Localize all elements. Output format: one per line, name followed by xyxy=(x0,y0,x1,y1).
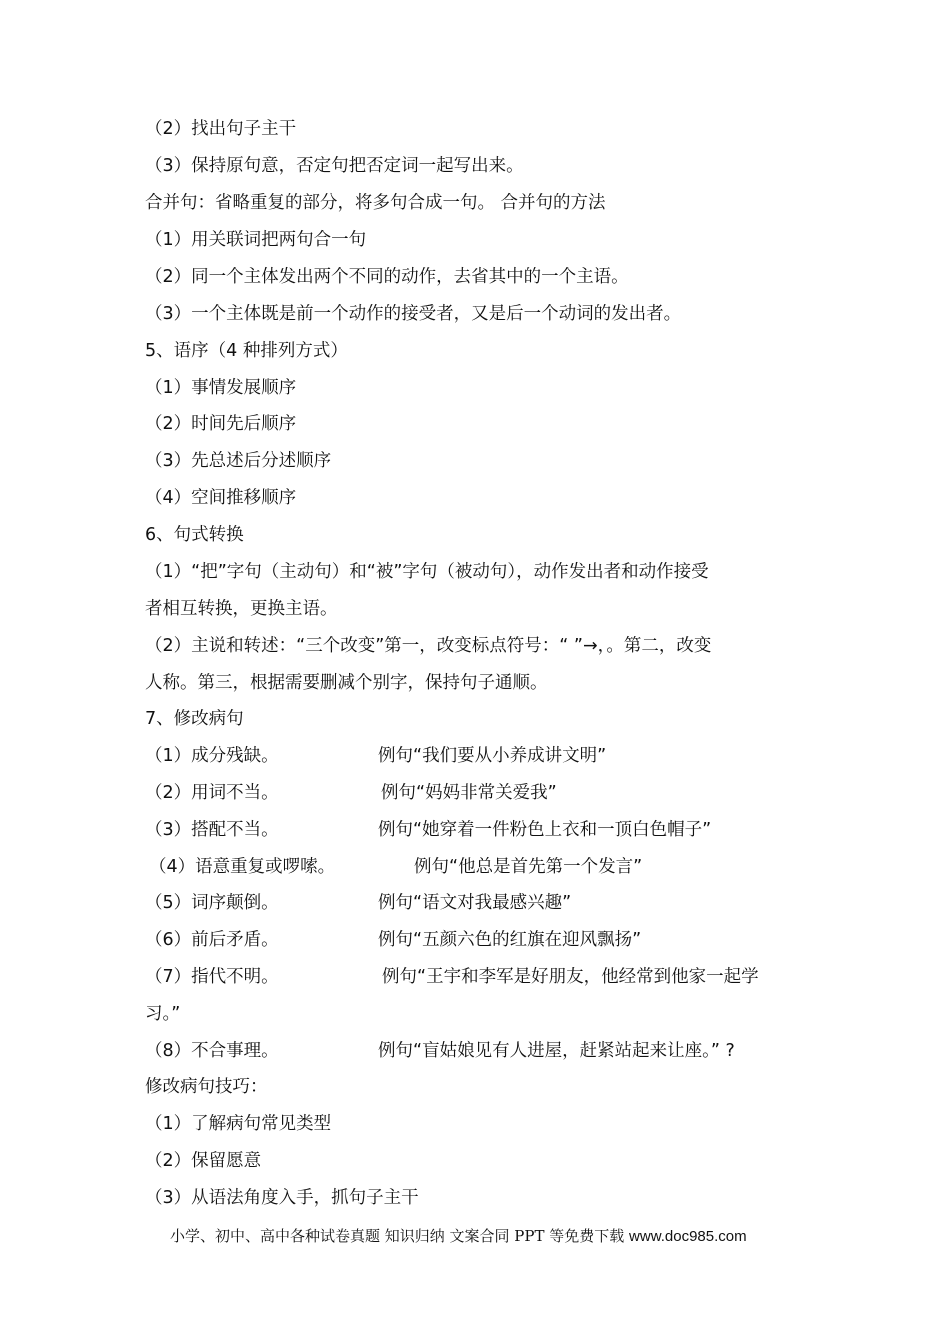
sick-sentence-label: （1）成分残缺。 xyxy=(145,746,279,766)
sick-sentence-label: （2）用词不当。 xyxy=(145,783,279,803)
page-footer xyxy=(170,1226,747,1247)
text-line: （1）“把”字句（主动句）和“被”字句（被动句），动作发出者和动作接受 xyxy=(145,562,709,582)
text-line: （2）主说和转述：“三个改变”第一，改变标点符号：“ ”→，。第二，改变 xyxy=(145,636,712,656)
sick-sentence-row xyxy=(145,1040,735,1062)
sick-sentence-example: 例句“王宇和李军是好朋友，他经常到他家一起学 xyxy=(382,967,759,987)
sick-sentence-example: 例句“妈妈非常关爱我” xyxy=(381,783,557,803)
section-heading: 6、句式转换 xyxy=(145,525,244,545)
section-heading: 7、修改病句 xyxy=(145,709,244,729)
section-heading: 合并句：省略重复的部分，将多句合成一句。 合并句的方法 xyxy=(145,193,606,213)
sick-sentence-row xyxy=(145,819,712,841)
footer-url[interactable]: www.doc985.com xyxy=(629,1228,747,1245)
sick-sentence-example: 例句“我们要从小养成讲文明” xyxy=(378,746,607,766)
sick-sentence-label: （7）指代不明。 xyxy=(145,967,279,987)
sick-sentence-example: 例句“语文对我最感兴趣” xyxy=(378,893,572,913)
text-line: （2）保留愿意 xyxy=(145,1151,262,1171)
text-line: （2）时间先后顺序 xyxy=(145,414,297,434)
text-line: 人称。第三，根据需要删减个别字，保持句子通顺。 xyxy=(145,673,548,693)
text-line: （3）一个主体既是前一个动作的接受者，又是后一个动词的发出者。 xyxy=(145,304,682,324)
text-line: （3）保持原句意，否定句把否定词一起写出来。 xyxy=(145,156,524,176)
text-line: （1）了解病句常见类型 xyxy=(145,1114,332,1134)
sick-sentence-row xyxy=(145,892,572,914)
sick-sentence-row xyxy=(145,929,642,951)
sick-sentence-label: （3）搭配不当。 xyxy=(145,820,279,840)
sick-sentence-row xyxy=(145,782,557,804)
text-line: （3）从语法角度入手，抓句子主干 xyxy=(145,1188,419,1208)
sick-sentence-row xyxy=(149,856,643,878)
section-heading: 修改病句技巧： xyxy=(145,1077,268,1097)
sick-sentence-example: 例句“盲姑娘见有人进屋，赶紧站起来让座。” ? xyxy=(378,1041,735,1061)
sick-sentence-label: （5）词序颠倒。 xyxy=(145,893,279,913)
sick-sentence-example: 例句“五颜六色的红旗在迎风飘扬” xyxy=(378,930,642,950)
sick-sentence-label: （8）不合事理。 xyxy=(145,1041,279,1061)
section-heading: 5、语序（4 种排列方式） xyxy=(145,341,348,361)
sick-sentence-label: （4）语意重复或啰嗦。 xyxy=(149,857,336,877)
text-line: （1）用关联词把两句合一句 xyxy=(145,230,367,250)
sick-sentence-row xyxy=(145,745,607,767)
text-line: （2）找出句子主干 xyxy=(145,119,297,139)
text-line: （1）事情发展顺序 xyxy=(145,378,297,398)
sick-sentence-example: 例句“他总是首先第一个发言” xyxy=(414,857,643,877)
text-line: 习。” xyxy=(145,1004,181,1024)
footer-text: 小学、初中、高中各种试卷真题 知识归纳 文案合同 PPT 等免费下载 xyxy=(170,1227,625,1245)
text-line: （3）先总述后分述顺序 xyxy=(145,451,332,471)
text-line: 者相互转换，更换主语。 xyxy=(145,599,338,619)
text-line: （2）同一个主体发出两个不同的动作，去省其中的一个主语。 xyxy=(145,267,629,287)
sick-sentence-row xyxy=(145,966,759,988)
text-line: （4）空间推移顺序 xyxy=(145,488,297,508)
sick-sentence-example: 例句“她穿着一件粉色上衣和一顶白色帽子” xyxy=(378,820,712,840)
sick-sentence-label: （6）前后矛盾。 xyxy=(145,930,279,950)
